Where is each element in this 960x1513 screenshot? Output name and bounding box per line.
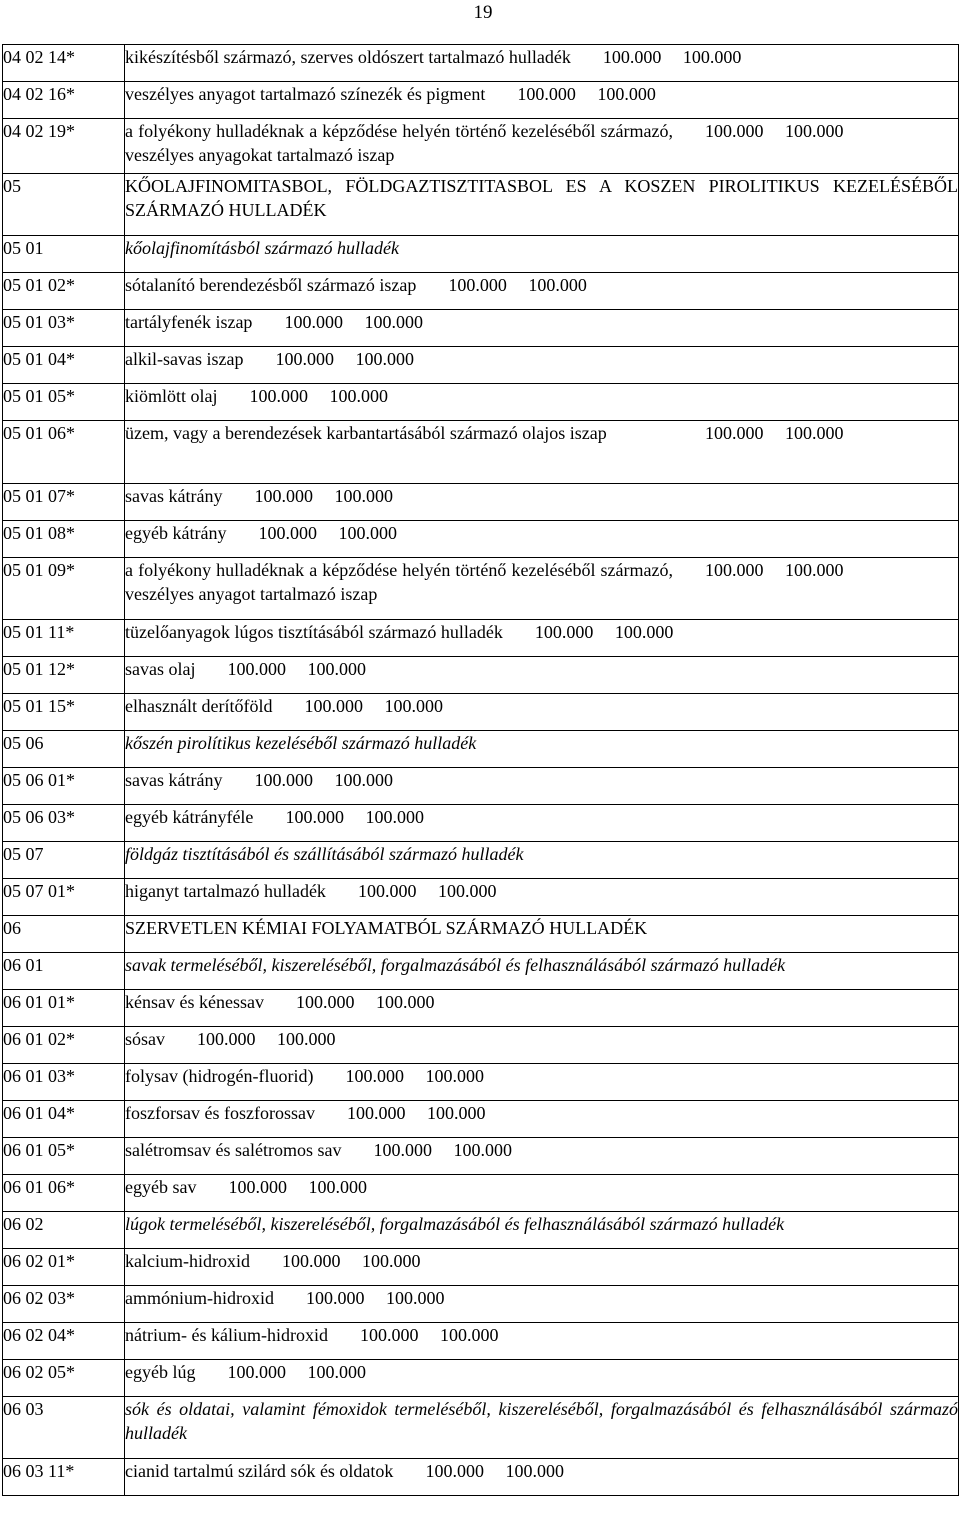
waste-code: 06 02 04*	[3, 1323, 125, 1360]
waste-description: savas kátrány	[125, 770, 223, 790]
waste-description: savas kátrány	[125, 486, 223, 506]
waste-description: kikészítésből származó, szerves oldószert tartalmazó hulladék	[125, 47, 571, 67]
waste-code: 05 06 03*	[3, 805, 125, 842]
amount-2: 100.000	[385, 1288, 445, 1308]
page-number: 19	[473, 2, 493, 23]
amounts	[425, 1459, 564, 1483]
waste-description: salétromsav és salétromos sav	[125, 1140, 342, 1160]
waste-description: egyéb sav	[125, 1177, 197, 1197]
waste-description: egyéb lúg	[125, 1362, 196, 1382]
table-row	[3, 174, 959, 236]
row-content	[125, 82, 959, 119]
row-content	[125, 990, 959, 1027]
row-content	[125, 694, 959, 731]
table-row	[3, 657, 959, 694]
table-row	[3, 1138, 959, 1175]
row-content	[125, 768, 959, 805]
amount-1: 100.000	[227, 1362, 286, 1382]
amounts	[254, 484, 393, 508]
amount-2: 100.000	[785, 423, 844, 443]
amount-1: 100.000	[705, 121, 764, 141]
waste-description: kiömlött olaj	[125, 386, 218, 406]
amount-1: 100.000	[448, 275, 507, 295]
table-row	[3, 990, 959, 1027]
waste-code: 06 03 11*	[3, 1459, 125, 1496]
waste-code: 05 01 03*	[3, 310, 125, 347]
subsection-heading: sók és oldatai, valamint fémoxidok termeléséből, kiszereléséből, forgalmazásából és felhasználásából származó hulladék	[125, 1399, 958, 1443]
waste-description: higanyt tartalmazó hulladék	[125, 881, 326, 901]
amount-2: 100.000	[334, 770, 393, 790]
amounts	[306, 1286, 445, 1310]
row-content	[125, 1249, 959, 1286]
amount-2: 100.000	[277, 1029, 336, 1049]
amount-2: 100.000	[437, 881, 497, 901]
table-row	[3, 1249, 959, 1286]
row-content	[125, 119, 959, 174]
row-content	[125, 521, 959, 558]
amount-2: 100.000	[361, 1251, 421, 1271]
waste-code: 05 01 06*	[3, 421, 125, 484]
amounts	[603, 45, 742, 69]
waste-description: tartályfenék iszap	[125, 312, 253, 332]
row-content	[125, 1027, 959, 1064]
amounts	[275, 347, 414, 371]
waste-code: 05 06	[3, 731, 125, 768]
amount-2: 100.000	[453, 1140, 512, 1160]
row-content	[125, 558, 959, 620]
row-content	[125, 879, 959, 916]
waste-code: 06	[3, 916, 125, 953]
amounts	[296, 990, 435, 1014]
amount-1: 100.000	[305, 1288, 365, 1308]
table-row	[3, 731, 959, 768]
waste-code: 06 01 05*	[3, 1138, 125, 1175]
amount-2: 100.000	[307, 659, 366, 679]
amount-1: 100.000	[425, 1461, 484, 1481]
amount-1: 100.000	[254, 486, 313, 506]
amount-1: 100.000	[258, 523, 317, 543]
table-row	[3, 1286, 959, 1323]
amounts	[197, 1027, 336, 1051]
subsection-heading: kőolajfinomításból származó hulladék	[125, 238, 399, 258]
row-content	[125, 384, 959, 421]
amounts	[373, 1138, 512, 1162]
amount-2: 100.000	[597, 84, 656, 104]
row-content	[125, 310, 959, 347]
amounts	[285, 805, 424, 829]
table-row	[3, 620, 959, 657]
amount-2: 100.000	[426, 1103, 486, 1123]
amounts	[227, 657, 366, 681]
waste-description: nátrium- és kálium-hidroxid	[125, 1325, 328, 1345]
row-content	[125, 273, 959, 310]
amount-1: 100.000	[281, 1251, 341, 1271]
waste-code: 06 01 01*	[3, 990, 125, 1027]
table-row	[3, 1459, 959, 1496]
amount-1: 100.000	[254, 770, 313, 790]
row-content	[125, 421, 959, 484]
waste-code: 06 02 03*	[3, 1286, 125, 1323]
amount-1: 100.000	[705, 560, 764, 580]
table-row	[3, 1212, 959, 1249]
table-row	[3, 310, 959, 347]
amount-2: 100.000	[785, 121, 844, 141]
row-content	[125, 1286, 959, 1323]
table-row	[3, 484, 959, 521]
waste-description: kalcium-hidroxid	[125, 1251, 250, 1271]
waste-code: 04 02 16*	[3, 82, 125, 119]
waste-code: 05	[3, 174, 125, 236]
waste-code: 05 01 09*	[3, 558, 125, 620]
row-content	[125, 1138, 959, 1175]
amount-2: 100.000	[375, 992, 435, 1012]
amounts	[282, 1249, 421, 1273]
amount-2: 100.000	[365, 807, 424, 827]
section-heading: KŐOLAJFINOMITASBOL, FÖLDGAZTISZTITASBOL ES A KOSZEN PIROLITIKUS KEZELÉSÉBŐL SZÁRMAZÓ HULLADÉK	[125, 176, 958, 220]
waste-description: sótalanító berendezésből származó iszap	[125, 275, 417, 295]
table-row	[3, 45, 959, 82]
waste-code: 06 01 03*	[3, 1064, 125, 1101]
waste-code: 05 07	[3, 842, 125, 879]
table-row	[3, 521, 959, 558]
row-content	[125, 174, 959, 236]
amount-1: 100.000	[285, 807, 344, 827]
amount-1: 100.000	[373, 1140, 432, 1160]
row-content	[125, 1101, 959, 1138]
amount-1: 100.000	[534, 622, 594, 642]
table-row	[3, 1397, 959, 1459]
amount-1: 100.000	[357, 881, 417, 901]
table-row	[3, 1323, 959, 1360]
amount-2: 100.000	[785, 560, 844, 580]
waste-description: egyéb kátrányféle	[125, 807, 254, 827]
table-row	[3, 768, 959, 805]
waste-description: tüzelőanyagok lúgos tisztításából származó hulladék	[125, 622, 503, 642]
row-content	[125, 347, 959, 384]
row-content	[125, 620, 959, 657]
amount-1: 100.000	[602, 47, 662, 67]
waste-code: 05 07 01*	[3, 879, 125, 916]
amount-1: 100.000	[345, 1066, 404, 1086]
amount-1: 100.000	[346, 1103, 406, 1123]
amount-2: 100.000	[384, 696, 443, 716]
waste-code: 06 02 01*	[3, 1249, 125, 1286]
waste-description: alkil-savas iszap	[125, 349, 244, 369]
waste-code: 06 02	[3, 1212, 125, 1249]
table-body	[3, 45, 959, 1496]
amount-1: 100.000	[197, 1029, 256, 1049]
waste-description: egyéb kátrány	[125, 523, 227, 543]
table-row	[3, 384, 959, 421]
amount-1: 100.000	[304, 696, 363, 716]
table-row	[3, 879, 959, 916]
row-content	[125, 916, 959, 953]
row-content	[125, 1212, 959, 1249]
amounts	[448, 273, 587, 297]
waste-code: 06 01 02*	[3, 1027, 125, 1064]
row-content	[125, 842, 959, 879]
amounts	[254, 768, 393, 792]
waste-code: 05 01 12*	[3, 657, 125, 694]
waste-description: a folyékony hulladéknak a képződése helyén történő kezeléséből származó, veszélyes anyagot tartalmazó iszap	[125, 560, 673, 604]
table-row	[3, 273, 959, 310]
amount-1: 100.000	[359, 1325, 419, 1345]
amounts	[360, 1323, 499, 1347]
amounts	[228, 1175, 367, 1199]
amount-1: 100.000	[517, 84, 576, 104]
table-row	[3, 1360, 959, 1397]
amount-1: 100.000	[227, 659, 286, 679]
row-content	[125, 805, 959, 842]
amount-1: 100.000	[284, 312, 343, 332]
section-heading: SZERVETLEN KÉMIAI FOLYAMATBÓL SZÁRMAZÓ HULLADÉK	[125, 918, 648, 938]
table-row	[3, 1027, 959, 1064]
waste-description: ammónium-hidroxid	[125, 1288, 274, 1308]
waste-code: 05 01 04*	[3, 347, 125, 384]
amounts	[258, 521, 397, 545]
subsection-heading: kőszén pirolítikus kezeléséből származó hulladék	[125, 733, 477, 753]
waste-code: 06 01	[3, 953, 125, 990]
table-row	[3, 842, 959, 879]
waste-description: savas olaj	[125, 659, 196, 679]
amounts	[227, 1360, 366, 1384]
table-row	[3, 1101, 959, 1138]
row-content	[125, 236, 959, 273]
waste-code: 05 01 11*	[3, 620, 125, 657]
waste-description: üzem, vagy a berendezések karbantartásából származó olajos iszap	[125, 423, 607, 443]
waste-code: 05 01 05*	[3, 384, 125, 421]
waste-code: 05 01 15*	[3, 694, 125, 731]
table-row	[3, 694, 959, 731]
waste-code: 05 01 02*	[3, 273, 125, 310]
waste-code: 06 03	[3, 1397, 125, 1459]
row-content	[125, 1064, 959, 1101]
subsection-heading: savak termeléséből, kiszereléséből, forgalmazásából és felhasználásából származó hulladék	[125, 955, 786, 975]
row-content	[125, 1175, 959, 1212]
amount-1: 100.000	[295, 992, 355, 1012]
waste-description: foszforsav és foszforossav	[125, 1103, 315, 1123]
waste-code: 05 01 08*	[3, 521, 125, 558]
table-row	[3, 236, 959, 273]
amount-2: 100.000	[682, 47, 742, 67]
waste-description: a folyékony hulladéknak a képződése helyén történő kezeléséből származó, veszélyes anyagokat tartalmazó iszap	[125, 121, 673, 165]
table-row	[3, 805, 959, 842]
amount-1: 100.000	[705, 423, 764, 443]
waste-code: 04 02 14*	[3, 45, 125, 82]
waste-description: kénsav és kénessav	[125, 992, 264, 1012]
subsection-heading: földgáz tisztításából és szállításából származó hulladék	[125, 844, 524, 864]
amounts	[347, 1101, 486, 1125]
amount-2: 100.000	[439, 1325, 499, 1345]
row-content	[125, 45, 959, 82]
amounts	[705, 421, 844, 445]
amounts	[535, 620, 674, 644]
amount-2: 100.000	[355, 349, 414, 369]
waste-code: 05 06 01*	[3, 768, 125, 805]
amounts	[705, 558, 844, 582]
amount-2: 100.000	[528, 275, 587, 295]
waste-code: 05 01	[3, 236, 125, 273]
table-row	[3, 82, 959, 119]
waste-code: 06 02 05*	[3, 1360, 125, 1397]
amount-2: 100.000	[308, 1177, 367, 1197]
waste-code: 06 01 04*	[3, 1101, 125, 1138]
table-row	[3, 1064, 959, 1101]
table-row	[3, 916, 959, 953]
amount-2: 100.000	[338, 523, 397, 543]
waste-description: sósav	[125, 1029, 165, 1049]
waste-code: 05 01 07*	[3, 484, 125, 521]
waste-description: veszélyes anyagot tartalmazó színezék és pigment	[125, 84, 486, 104]
amounts	[284, 310, 423, 334]
table-row	[3, 119, 959, 174]
row-content	[125, 657, 959, 694]
waste-code: 06 01 06*	[3, 1175, 125, 1212]
amount-2: 100.000	[425, 1066, 484, 1086]
row-content	[125, 1360, 959, 1397]
waste-code: 04 02 19*	[3, 119, 125, 174]
amount-1: 100.000	[275, 349, 334, 369]
amount-2: 100.000	[329, 386, 388, 406]
amounts	[304, 694, 443, 718]
amount-2: 100.000	[505, 1461, 564, 1481]
row-content	[125, 1323, 959, 1360]
amount-2: 100.000	[307, 1362, 366, 1382]
waste-description: cianid tartalmú szilárd sók és oldatok	[125, 1461, 394, 1481]
waste-description: elhasznált derítőföld	[125, 696, 273, 716]
table-row	[3, 1175, 959, 1212]
amount-2: 100.000	[614, 622, 674, 642]
amounts	[250, 384, 389, 408]
amounts	[358, 879, 497, 903]
row-content	[125, 1459, 959, 1496]
amount-1: 100.000	[249, 386, 308, 406]
table-row	[3, 421, 959, 484]
amounts	[517, 82, 656, 106]
waste-code-table	[2, 44, 959, 1496]
amount-1: 100.000	[228, 1177, 287, 1197]
waste-description: folysav (hidrogén-fluorid)	[125, 1066, 314, 1086]
table-row	[3, 347, 959, 384]
table-row	[3, 558, 959, 620]
amounts	[705, 119, 844, 143]
row-content	[125, 484, 959, 521]
amount-2: 100.000	[364, 312, 423, 332]
row-content	[125, 1397, 959, 1459]
amounts	[345, 1064, 484, 1088]
row-content	[125, 731, 959, 768]
table-row	[3, 953, 959, 990]
row-content	[125, 953, 959, 990]
subsection-heading: lúgok termeléséből, kiszereléséből, forgalmazásából és felhasználásából származó hulladék	[125, 1214, 785, 1234]
amount-2: 100.000	[334, 486, 393, 506]
